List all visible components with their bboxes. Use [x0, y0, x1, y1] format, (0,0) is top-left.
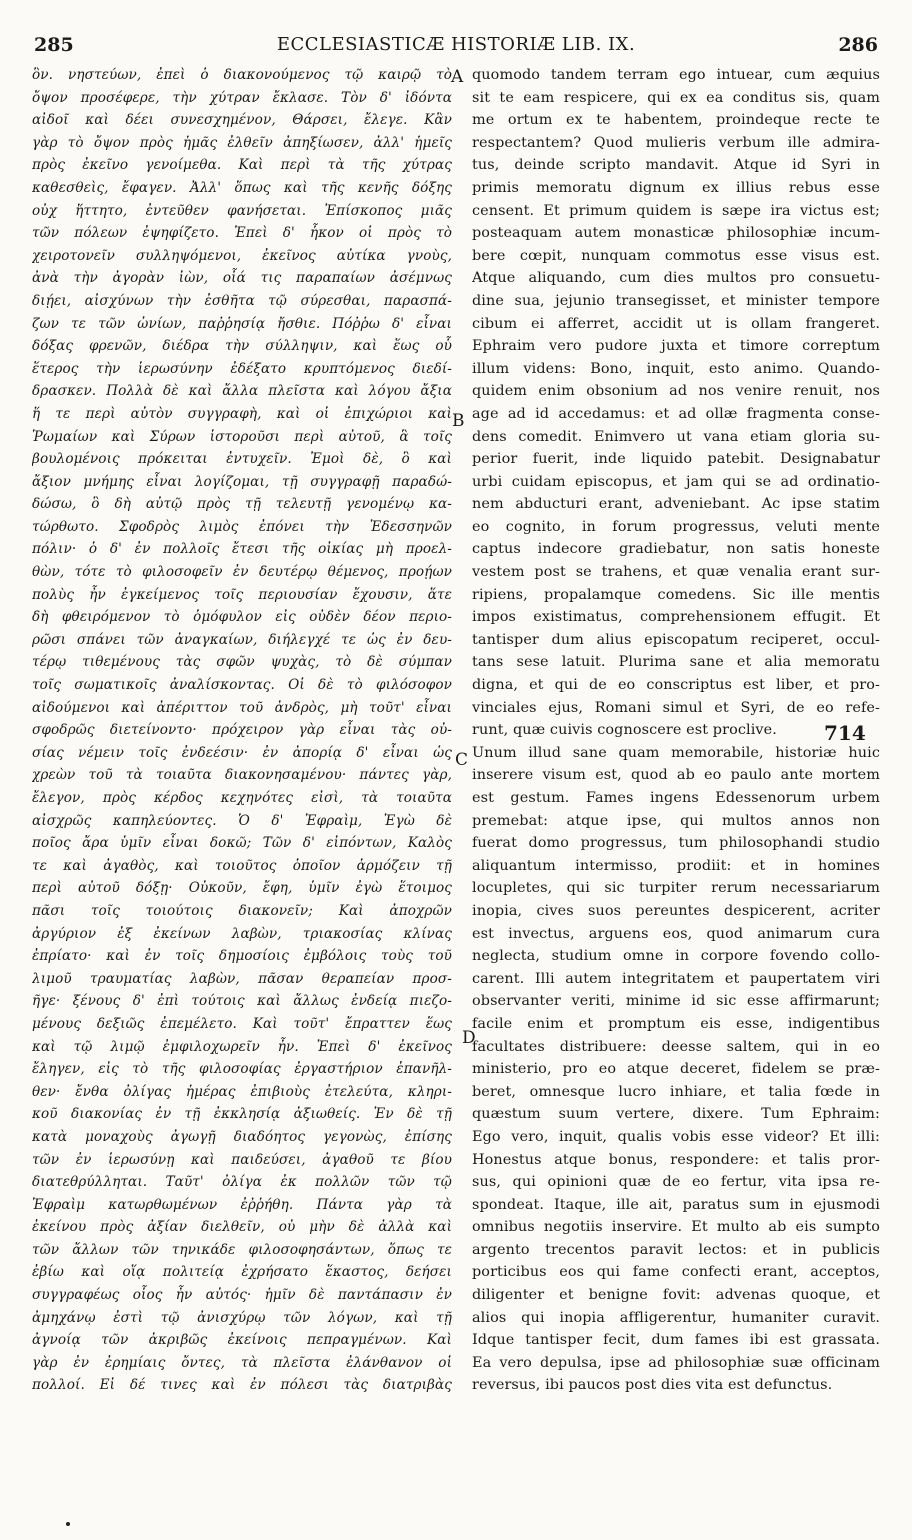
latin-text-line: censent. Et primum quidem is sæpe ira victus est;: [472, 202, 880, 219]
margin-marker-a: A: [451, 67, 464, 87]
greek-text-line: αἰδοῖ καὶ δέει συνεσχημένον, Θάρσει, ἔλεγε. Κἂν: [32, 112, 452, 129]
latin-text-line: primis memoratu dignum ex illius rebus esse: [472, 179, 880, 196]
greek-text-line: ἔληγεν, εἰς τὸ τῆς φιλοσοφίας ἐργαστήριον ἐπανῆλ-: [32, 1061, 452, 1078]
latin-text-line: me ortum ex te habentem, proindeque recte te: [472, 112, 880, 129]
greek-text-line: τῶν ἐν ἱερωσύνῃ καὶ παιδεύσει, ἀγαθοῦ τε βίου: [32, 1151, 452, 1168]
greek-text-line: τώρθωτο. Σφοδρὸς λιμὸς ἐπόνει τὴν Ἐδεσσηνῶν: [32, 518, 452, 535]
greek-text-line: σίας νέμειν τοῖς ἐνδεέσιν· ἐν ἀπορίᾳ δ' εἶναι ὡς: [32, 744, 452, 761]
latin-text-line: carent. Illi autem integritatem et paupertatem viri: [472, 970, 880, 987]
greek-text-line: οὐχ ἥττητο, ἐντεῦθεν φανήσεται. Ἐπίσκοπος μιᾶς: [32, 202, 452, 219]
greek-text-line: πόλιν· ὁ δ' ἐν πολλοῖς ἔτεσι τῆς οἰκίας μὴ προελ-: [32, 541, 452, 558]
latin-text-line: captus indecore gradiebatur, non satis honeste: [472, 541, 880, 558]
latin-text-line: runt, quæ cuivis cognoscere est proclive.: [472, 722, 777, 739]
greek-text-line: δώσω, ὃ δὴ αὐτῷ πρὸς τῇ τελευτῇ γενομένῳ κα-: [32, 496, 452, 513]
latin-text-line: premebat: atque ipse, qui multos annos non: [472, 812, 880, 829]
latin-text-line: aliquantum intermisso, prodiit: et in homines: [472, 857, 880, 874]
latin-text-line: inopia, cives suos pereuntes despicerent, acriter: [472, 902, 880, 919]
greek-text-line: θεν· ἔνθα ὀλίγας ἡμέρας ἐπιβιοὺς ἐτελεύτα, κληρι-: [32, 1083, 452, 1100]
greek-text-line: βουλομένοις πρόκειται ἐντυχεῖν. Ἐμοὶ δὲ, ὃ καὶ: [32, 451, 452, 468]
greek-text-line: πᾶσι τοῖς τοιούτοις διακονεῖν; Καὶ ἀποχρῶν: [32, 902, 452, 919]
greek-text-line: ἀμηχάνῳ ἐστὶ τῷ ἀνισχύρῳ τῶν λόγων, καὶ τῇ: [32, 1309, 452, 1326]
running-header: [0, 34, 912, 64]
latin-text-line: tus, deinde scripto mandavit. Atque id Syri in: [472, 157, 880, 174]
greek-text-line: τοῖς σωματικοῖς ἀναλίσκοντας. Οἱ δὲ τὸ φιλόσοφον: [32, 677, 452, 694]
greek-text-line: τέρῳ τιθεμένους τὰς σφῶν ψυχὰς, τὸ δὲ σύμπαν: [32, 654, 452, 671]
greek-text-line: τε καὶ ἀγαθὸς, καὶ τοιοῦτος ὁποῖον ἁρμόζειν τῇ: [32, 857, 452, 874]
running-title: ECCLESIASTICÆ HISTORIÆ LIB. IX.: [276, 34, 636, 55]
greek-text-line: ρῶσι σπάνει τῶν ἀναγκαίων, διήλεγχέ τε ὡς ἐν δευ-: [32, 631, 452, 648]
greek-text-line: χρεὼν τοῦ τὰ τοιαῦτα διακονησαμένου· πάντες γὰρ,: [32, 767, 452, 784]
greek-text-line: πολλοί. Εἰ δέ τινες καὶ ἐν πόλεσι τὰς διατριβὰς: [32, 1377, 452, 1394]
latin-text-line: vestem post se trahens, et quæ venalia erant sur-: [472, 564, 880, 581]
greek-text-line: ποῖος ἄρα ὑμῖν εἶναι δοκῶ; Τῶν δ' εἰπόντων, Καλὸς: [32, 835, 452, 852]
latin-text-line: quomodo tandem terram ego intuear, cum æquius: [472, 67, 880, 83]
latin-text-line: Atque aliquando, cum dies multos pro consuetu-: [472, 270, 880, 287]
greek-text-line: ἐπρίατο· καὶ ἐν τοῖς δημοσίοις ἐμβόλοις τοὺς τοῦ: [32, 948, 452, 965]
greek-text-line: ἄξιον μνήμης εἶναι λογίζομαι, τῇ συγγραφῇ παραδώ-: [32, 473, 452, 490]
greek-text-line: ῆγε· ξένους δ' ἐπὶ τούτοις καὶ ἄλλως ἐνδείᾳ πιεζο-: [32, 993, 452, 1010]
latin-text-line: sus, qui opinioni quæ de eo fertur, vita ipsa re-: [472, 1174, 880, 1191]
greek-text-line: αἰδούμενοι καὶ ἀπέριττον τοῦ ἀνδρὸς, μὴ τοῦτ' εἶναι: [32, 699, 452, 716]
greek-text-line: καὶ τῷ λιμῷ ἐμφιλοχωρεῖν ἦν. Ἐπεὶ δ' ἐκεῖνος: [32, 1038, 452, 1055]
latin-text-line: posteaquam autem monasticæ philosophiæ incum-: [472, 225, 880, 242]
greek-text-line: ἀνὰ τὴν ἀγορὰν ἰὼν, οἷά τις παραπαίων ἀσέμνως: [32, 270, 452, 287]
greek-text-line: διῄει, αἰσχύνων τὴν ἐσθῆτα τῷ σύρεσθαι, παρασπά-: [32, 292, 452, 309]
latin-text-line: respectantem? Quod mulieris verbum ille admira-: [472, 134, 880, 151]
latin-text-line: tans sese latuit. Plurima sane et alia memoratu: [472, 654, 880, 671]
latin-text-line: Unum illud sane quam memorabile, historiæ huic: [472, 744, 880, 761]
latin-text-line: perior fuerit, inde liquido patebit. Designabatur: [472, 451, 880, 468]
latin-text-line: observanter veriti, minime id sic esse affirmarunt;: [472, 993, 880, 1010]
latin-text-line: Idque tantisper fecit, dum fames ibi est grassata.: [472, 1332, 880, 1349]
latin-text-line: urbi cuidam episcopus, et jam qui se ad ordinatio-: [472, 473, 880, 490]
latin-text-line: facile enim et promptum eis esse, indigentibus: [472, 1015, 880, 1032]
greek-text-line: ἀγνοίᾳ τῶν ἀκριβῶς ἐκείνοις πεπραγμένων. Καὶ: [32, 1332, 452, 1349]
page-number-left: 285: [34, 34, 74, 56]
greek-text-line: καθεσθεὶς, ἔφαγεν. Ἀλλ' ὅπως καὶ τῆς κενῆς δόξης: [32, 179, 452, 196]
margin-marker-c: C: [455, 750, 469, 770]
greek-text-line: συγγραφέως οἷος ἦν αὐτός· ἡμῖν δὲ παντάπασιν ἐν: [32, 1287, 452, 1304]
margin-marker-d: D: [462, 1028, 476, 1048]
greek-text-line: γὰρ ἐν ἐρημίαις ὄντες, τὰ πλεῖστα ἐλάνθανον οἱ: [32, 1354, 452, 1371]
greek-text-line: ἀργύριον ἐξ ἐκείνων λαβὼν, τριακοσίας κλίνας: [32, 925, 452, 942]
latin-text-line: fuerat domo progressus, tum philosophandi studio: [472, 835, 880, 852]
greek-column: [32, 64, 452, 1397]
greek-text-line: χειροτονεῖν συλληψόμενοι, ἐκεῖνος αὐτίκα γνοὺς,: [32, 247, 452, 264]
greek-text-line: μένους δεξιῶς ἐπεμέλετο. Καὶ τοῦτ' ἔπραττεν ἕως: [32, 1015, 452, 1032]
greek-text-line: πρὸς ἐκεῖνο γενοίμεθα. Καὶ περὶ τὰ τῆς χύτρας: [32, 157, 452, 174]
print-speck: [66, 1522, 70, 1526]
latin-text-line: spondeat. Itaque, ille ait, paratus sum in ejusmodi: [472, 1196, 880, 1213]
latin-text-line: facultates distribuere: deesse saltem, qui in eo: [472, 1038, 880, 1055]
latin-text-line: Honestus atque bonus, respondere: et talis pror-: [472, 1151, 880, 1168]
greek-text-line: θὼν, τότε τὸ φιλοσοφεῖν ἐν δευτέρῳ θέμενος, προῄων: [32, 564, 452, 581]
latin-text-line: age ad id accedamus: et ad ollæ fragmenta conse-: [472, 405, 880, 422]
latin-text-line: vinciales ejus, Romani simul et Syri, de eo refe-: [472, 699, 880, 716]
latin-text-line: alios qui inopia affligerentur, humaniter curavit.: [472, 1309, 880, 1326]
latin-text-line: ripiens, propalamque comedens. Sic ille mentis: [472, 586, 880, 603]
latin-text-line: beret, omnesque lucro inhiare, et talia fœde in: [472, 1083, 880, 1100]
greek-text-line: γὰρ τὸ ὄψον πρὸς ἡμᾶς ἐλθεῖν ἀπηξίωσεν, ἀλλ' ἡμεῖς: [32, 134, 452, 151]
greek-text-line: Ἐφραὶμ κατωρθωμένων ἐῤῥήθη. Πάντα γὰρ τὰ: [32, 1196, 452, 1213]
greek-text-line: ἥ τε περὶ αὐτὸν συγγραφὴ, καὶ οἱ ἐπιχώριοι καὶ: [32, 405, 452, 422]
latin-text-line: dens comedit. Enimvero ut vana etiam gloria su-: [472, 428, 880, 445]
latin-text-line: bere cœpit, nunquam commotus esse visus est.: [472, 247, 880, 264]
latin-text-line: nem abducturi erant, adveniebant. Ac ipse statim: [472, 496, 880, 513]
latin-text-line: quidem enim obsonium ad nos venire renuit, nos: [472, 383, 880, 400]
greek-text-line: δὴ φθειρόμενον τὸ ὁμόφυλον εἰς οὐδὲν δέον περιο-: [32, 609, 452, 626]
latin-text-line: Ea vero depulsa, ipse ad philosophiæ suæ officinam: [472, 1354, 880, 1371]
greek-text-line: δρασκεν. Πολλὰ δὲ καὶ ἄλλα πλεῖστα καὶ λόγου ἄξια: [32, 383, 452, 400]
latin-text-line: ministerio, pro eo atque deceret, fidelem se præ-: [472, 1061, 880, 1078]
greek-text-line: δόξας φρενῶν, διέδρα τὴν σύλληψιν, καὶ ἕως οὗ: [32, 338, 452, 355]
latin-text-line: est gestum. Fames ingens Edessenorum urbem: [472, 790, 880, 806]
latin-text-line: diligenter et benigne fovit: advenas quoque, et: [472, 1287, 880, 1304]
greek-text-line: ὄψον προσέφερε, τὴν χύτραν ἔκλασε. Τὸν δ' ἰδόντα: [32, 89, 452, 106]
margin-marker-b: B: [452, 411, 465, 431]
latin-text-line: Ephraim vero pudore juxta et timore correptum: [472, 338, 880, 355]
greek-text-line: σφοδρῶς διετείνοντο· πρόχειρον γὰρ εἶναι τὰς οὐ-: [32, 722, 452, 739]
greek-text-line: τῶν ἄλλων τῶν τηνικάδε φιλοσοφησάντων, ὅπως τε: [32, 1241, 452, 1258]
latin-text-line: sit te eam respicere, qui ex ea conditus sis, quam: [472, 89, 880, 106]
latin-text-line: dine sua, jejunio transegisset, et minister tempore: [472, 292, 880, 309]
greek-text-line: τῶν πόλεων ἐψηφίζετο. Ἐπεὶ δ' ἧκον οἱ πρὸς τὸ: [32, 225, 452, 242]
greek-text-line: ζων τε τῶν ὠνίων, παῤῥησίᾳ ἤσθιε. Πόῤῥω δ' εἶναι: [32, 315, 452, 332]
greek-text-line: διατεθρύλληται. Ταῦτ' ὀλίγα ἐκ πολλῶν τῶν τῷ: [32, 1174, 452, 1191]
latin-text-line: locupletes, qui sic turpiter rerum necessariarum: [472, 880, 880, 897]
inline-page-number: 714: [824, 721, 866, 745]
latin-text-line: neglecta, studium omne in corpore fovendo collo-: [472, 948, 880, 965]
greek-text-line: κατὰ μοναχοὺς ἀγωγῇ διαδόητος γεγονὼς, ἐπίσης: [32, 1128, 452, 1145]
latin-text-line: quæstum suum vertere, dixere. Tum Ephraim:: [472, 1106, 880, 1123]
latin-text-line: eo cognito, in forum progressus, veluti mente: [472, 518, 880, 535]
greek-text-line: ἐβίω καὶ οἵᾳ πολιτείᾳ ἐχρήσατο ἕκαστος, δεήσει: [32, 1264, 452, 1281]
latin-text-line: inserere visum est, quod ab eo paulo ante mortem: [472, 767, 880, 784]
latin-text-line: omnibus negotiis inservire. Et multo ab eis sumpto: [472, 1219, 880, 1236]
latin-text-line: reversus, ibi paucos post dies vita est defunctus.: [472, 1377, 833, 1394]
greek-text-line: ὃν. νηστεύων, ἐπεὶ ὁ διακονούμενος τῷ καιρῷ τὸ: [32, 67, 452, 83]
latin-text-line: Ego vero, inquit, qualis vobis esse videor? Et illi:: [472, 1128, 880, 1145]
latin-text-line: argento trecentos paravit lectos: et in publicis: [472, 1241, 880, 1258]
greek-text-line: περὶ αὐτοῦ δόξῃ· Οὐκοῦν, ἔφη, ὑμῖν ἐγὼ ἕτοιμος: [32, 880, 452, 897]
greek-text-line: λιμοῦ τραυματίας λαβὼν, πᾶσαν θεραπείαν προσ-: [32, 970, 452, 987]
page-number-right: 286: [838, 34, 878, 56]
greek-text-line: ἐκείνου πρὸς ἀξίαν διελθεῖν, οὐ μὴν δὲ ἀλλὰ καὶ: [32, 1219, 452, 1236]
latin-text-line: impos existimatus, comprehensionem effugit. Et: [472, 609, 880, 626]
latin-text-line: illum videns: Bono, inquit, esto animo. Quando-: [472, 360, 880, 377]
greek-text-line: αἰσχρῶς καπηλεύοντες. Ὁ δ' Ἐφραὶμ, Ἐγὼ δὲ: [32, 812, 452, 829]
latin-column: [472, 64, 880, 1397]
latin-text-line: digna, et qui de eo conscriptus est liber, et pro-: [472, 677, 880, 694]
greek-text-line: Ῥωμαίων καὶ Σύρων ἱστοροῦσι περὶ αὐτοῦ, ἃ τοῖς: [32, 428, 452, 445]
greek-text-line: κοῦ διακονίας ἐν τῇ ἐκκλησίᾳ ἀξιωθείς. Ἐν δὲ τῇ: [32, 1106, 452, 1123]
greek-text-line: πολὺς ἦν ἐγκείμενος τοῖς περιουσίαν ἔχουσιν, ἅτε: [32, 586, 452, 603]
greek-text-line: ἕτερος τὴν ἱερωσύνην ἐδέξατο κρυπτόμενος διεδί-: [32, 360, 452, 377]
latin-text-line: porticibus eos qui fame confecti erant, acceptos,: [472, 1264, 880, 1281]
latin-text-line: est invectus, arguens eos, quod animarum cura: [472, 925, 880, 942]
latin-text-line: tantisper dum alius episcopatum reciperet, occul-: [472, 631, 880, 648]
latin-text-line: cibum ei afferret, accidit ut is ollam frangeret.: [472, 315, 880, 332]
greek-text-line: ἔλεγον, πρὸς κέρδος κεχηνότες εἰσὶ, τὰ τοιαῦτα: [32, 790, 452, 806]
